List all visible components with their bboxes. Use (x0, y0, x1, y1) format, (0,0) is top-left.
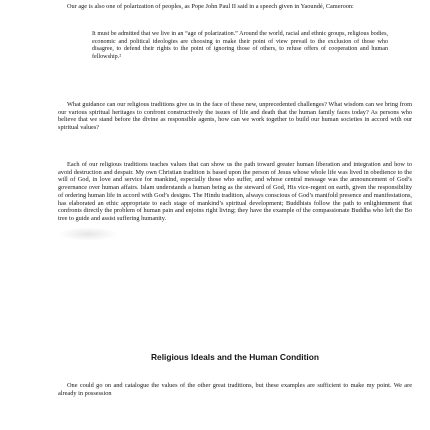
body-paragraph-3: One could go on and catalogue the values of the other great traditions, but these examples are sufficient to make my point. We are already in possession (58, 382, 412, 397)
block-quote: It must be admitted that we live in an “age of polarization.” Around the world, racial and ethnic groups, religious bodies, economic and political ideologies are choosing to make their point of view prevail to the exclusion of those who disagree, to defend their rights to the point of ignoring those of others, to refuse offers of cooperation and human fellowship.² (92, 31, 388, 60)
intro-paragraph: Our age is also one of polarization of peoples, as Pope John Paul II said in a speech given in Yaoundé, Cameroon: (67, 3, 354, 10)
body-paragraph-2: Each of our religious traditions teaches values that can show us the path toward greater human liberation and integration and how to avoid destruction and despair. My own Christian tradition is based upon the person of Jesus whose whole life was lived in obedience to the will of God, in love and service for mankind, especially those who suffer, and whose central message was the announcement of God’s governance over human affairs. Islam understands a human being as the steward of God, His vice-regent on earth, given the responsibility of ordering human life in accord with God’s designs. The Hindu tradition, always conscious of God’s manifold presence and manifestations, has elaborated an ethic appropriate to each stage of mankind’s spiritual development; Buddhists follow the path to enlightenment that confronts directly the problem of human pain and enjoins right living; they have the example of the compassionate Buddha who left the Bo tree to guide and assist suffering humanity. (58, 161, 412, 222)
section-heading: Religious Ideals and the Human Condition (151, 352, 319, 362)
page-margin (0, 0, 22, 430)
body-paragraph-1: What guidance can our religious traditions give us in the face of these new, unprecedented challenges? What wisdom can we bring from our various spiritual heritages to confront constructively the issues of life and death that the human family faces today? As persons who believe that we stand before the divine as responsible agents, how can we work together to build our human societies in accord with our spiritual values? (58, 101, 412, 132)
scan-smudge (58, 227, 118, 241)
